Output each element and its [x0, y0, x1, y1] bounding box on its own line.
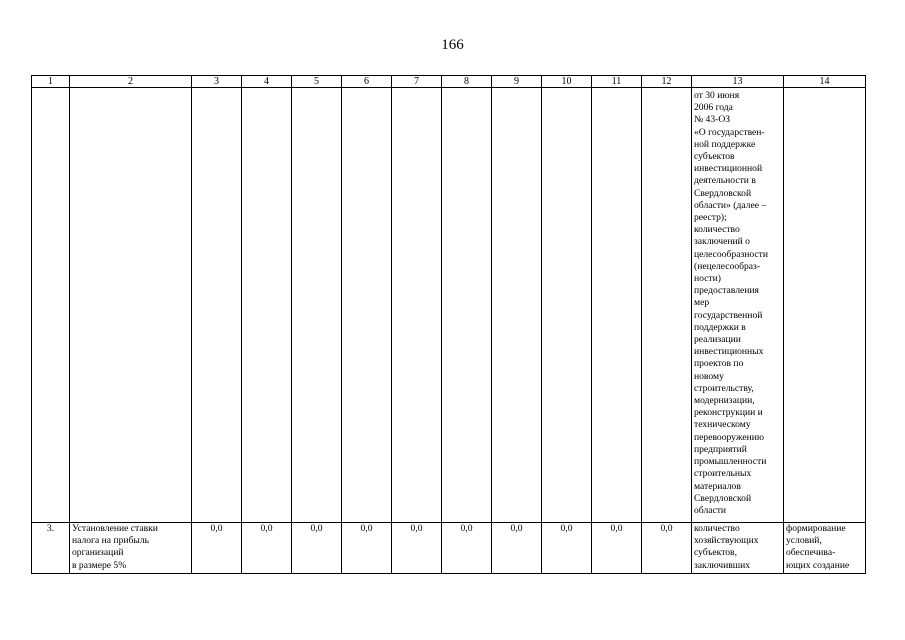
value-cell: 0,0: [642, 523, 692, 574]
page-number: 166: [441, 37, 464, 53]
table-cell: [342, 88, 392, 523]
column-number: 14: [784, 76, 866, 88]
column-number: 7: [392, 76, 442, 88]
column-number: 3: [192, 76, 242, 88]
table-cell: [442, 88, 492, 523]
value-cell: 0,0: [542, 523, 592, 574]
column-number: 11: [592, 76, 642, 88]
value-cell: 0,0: [442, 523, 492, 574]
table-cell: [70, 88, 192, 523]
table-cell: [242, 88, 292, 523]
column-number: 1: [32, 76, 70, 88]
table-cell: [784, 88, 866, 523]
table-cell: [542, 88, 592, 523]
table-row: [32, 88, 866, 523]
table-cell: [492, 88, 542, 523]
value-cell: 0,0: [342, 523, 392, 574]
indicator-text-cell: от 30 июня 2006 года № 43-ОЗ «О государствен- ной поддержке субъектов инвестиционной деятельности в Свердловской области» (далее – реестр); количество заключений о целесообразности (нецелесообраз- ности) предоставления мер государственной поддержки в реализации инвестиционных проектов по новому строительству, модернизации, реконструкции и техническому перевооружению предприятий промышленности строительных материалов Свердловской области: [692, 88, 784, 523]
table-cell: [32, 88, 70, 523]
column-number: 10: [542, 76, 592, 88]
indicator-text-cell: количество хозяйствующих субъектов, заключивших: [692, 523, 784, 574]
table-cell: [592, 88, 642, 523]
table-cell: [642, 88, 692, 523]
column-number: 4: [242, 76, 292, 88]
value-cell: 0,0: [492, 523, 542, 574]
indicators-table: [31, 75, 866, 574]
column-number-row: [32, 76, 866, 88]
table-cell: [392, 88, 442, 523]
column-number: 6: [342, 76, 392, 88]
result-text-cell: формирование условий, обеспечива- ющих создание: [784, 523, 866, 574]
column-number: 9: [492, 76, 542, 88]
column-number: 5: [292, 76, 342, 88]
value-cell: 0,0: [292, 523, 342, 574]
table-cell: [192, 88, 242, 523]
column-number: 12: [642, 76, 692, 88]
value-cell: 0,0: [592, 523, 642, 574]
value-cell: 0,0: [192, 523, 242, 574]
value-cell: 0,0: [392, 523, 442, 574]
table-cell: [292, 88, 342, 523]
column-number: 13: [692, 76, 784, 88]
column-number: 2: [70, 76, 192, 88]
table-row: [32, 523, 866, 574]
measure-title-cell: Установление ставки налога на прибыль организаций в размере 5%: [70, 523, 192, 574]
row-number-cell: 3.: [32, 523, 70, 574]
column-number: 8: [442, 76, 492, 88]
value-cell: 0,0: [242, 523, 292, 574]
